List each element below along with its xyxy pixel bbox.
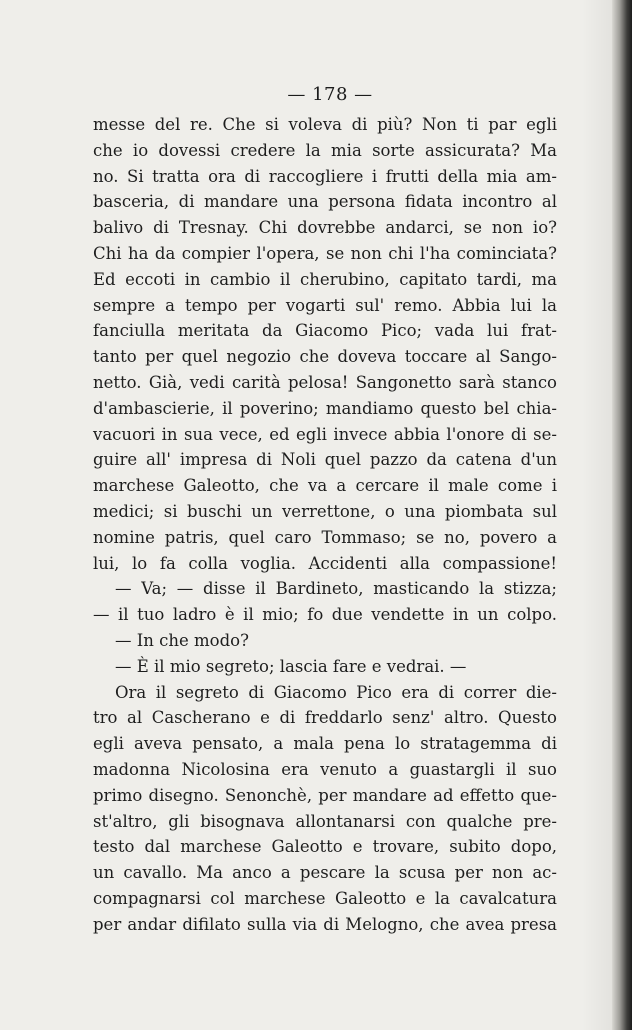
page-edge-shadow: [582, 0, 612, 1030]
text-line: per andar difilato sulla via di Melogno, che avea presa: [93, 914, 557, 934]
text-line: primo disegno. Senonchè, per mandare ad effetto que-: [93, 785, 557, 805]
text-line: compagnarsi col marchese Galeotto e la cavalcatura: [93, 888, 557, 908]
paragraph-start-line: Ora il segreto di Giacomo Pico era di correr die-: [115, 682, 557, 702]
scanner-edge: [612, 0, 632, 1030]
text-line: guire all' impresa di Noli quel pazzo da catena d'un: [93, 450, 557, 470]
text-line: Ed eccoti in cambio il cherubino, capitato tardi, ma: [93, 269, 557, 289]
text-line: che io dovessi credere la mia sorte assicurata? Ma: [93, 140, 557, 160]
text-line: un cavallo. Ma anco a pescare la scusa per non ac-: [93, 863, 557, 883]
text-line: madonna Nicolosina era venuto a guastargli il suo: [93, 759, 557, 779]
text-line: medici; si buschi un verrettone, o una piombata sul: [93, 501, 557, 521]
text-line: nomine patris, quel caro Tommaso; se no, povero a: [93, 527, 557, 547]
dialogue-line: — il tuo ladro è il mio; fo due vendette in un colpo.: [93, 605, 557, 625]
text-line: Chi ha da compier l'opera, se non chi l'ha cominciata?: [93, 243, 557, 263]
text-line: d'ambascierie, il poverino; mandiamo questo bel chia-: [93, 398, 557, 418]
text-line: basceria, di mandare una persona fidata incontro al: [93, 192, 557, 212]
text-line: messe del re. Che si voleva di più? Non ti par egli: [93, 115, 557, 134]
text-line: vacuori in sua vece, ed egli invece abbia l'onore di se-: [93, 424, 557, 444]
text-line: lui, lo fa colla voglia. Accidenti alla compassione!: [93, 553, 557, 573]
text-line: testo dal marchese Galeotto e trovare, subito dopo,: [93, 837, 557, 857]
text-line: no. Si tratta ora di raccogliere i frutti della mia am-: [93, 166, 557, 186]
dialogue-line: — È il mio segreto; lascia fare e vedrai. —: [115, 656, 467, 676]
text-line: sempre a tempo per vogarti sul' remo. Abbia lui la: [93, 295, 557, 315]
text-line: egli aveva pensato, a mala pena lo stratagemma di: [93, 734, 557, 754]
text-line: tro al Cascherano e di freddarlo senz' altro. Questo: [93, 708, 557, 728]
text-line: tanto per quel negozio che doveva toccare al Sango-: [93, 347, 557, 367]
dialogue-line: — Va; — disse il Bardineto, masticando la stizza;: [115, 579, 557, 599]
text-line: marchese Galeotto, che va a cercare il male come i: [93, 476, 557, 496]
body-text: [93, 112, 557, 938]
text-line: balivo di Tresnay. Chi dovrebbe andarci, se non io?: [93, 218, 557, 238]
text-line: st'altro, gli bisognava allontanarsi con qualche pre-: [93, 811, 557, 831]
text-line: netto. Già, vedi carità pelosa! Sangonetto sarà stanco: [93, 372, 557, 392]
dialogue-line: — In che modo?: [115, 630, 249, 650]
page-number: — 178 —: [287, 84, 373, 105]
text-line: fanciulla meritata da Giacomo Pico; vada lui frat-: [93, 321, 557, 341]
